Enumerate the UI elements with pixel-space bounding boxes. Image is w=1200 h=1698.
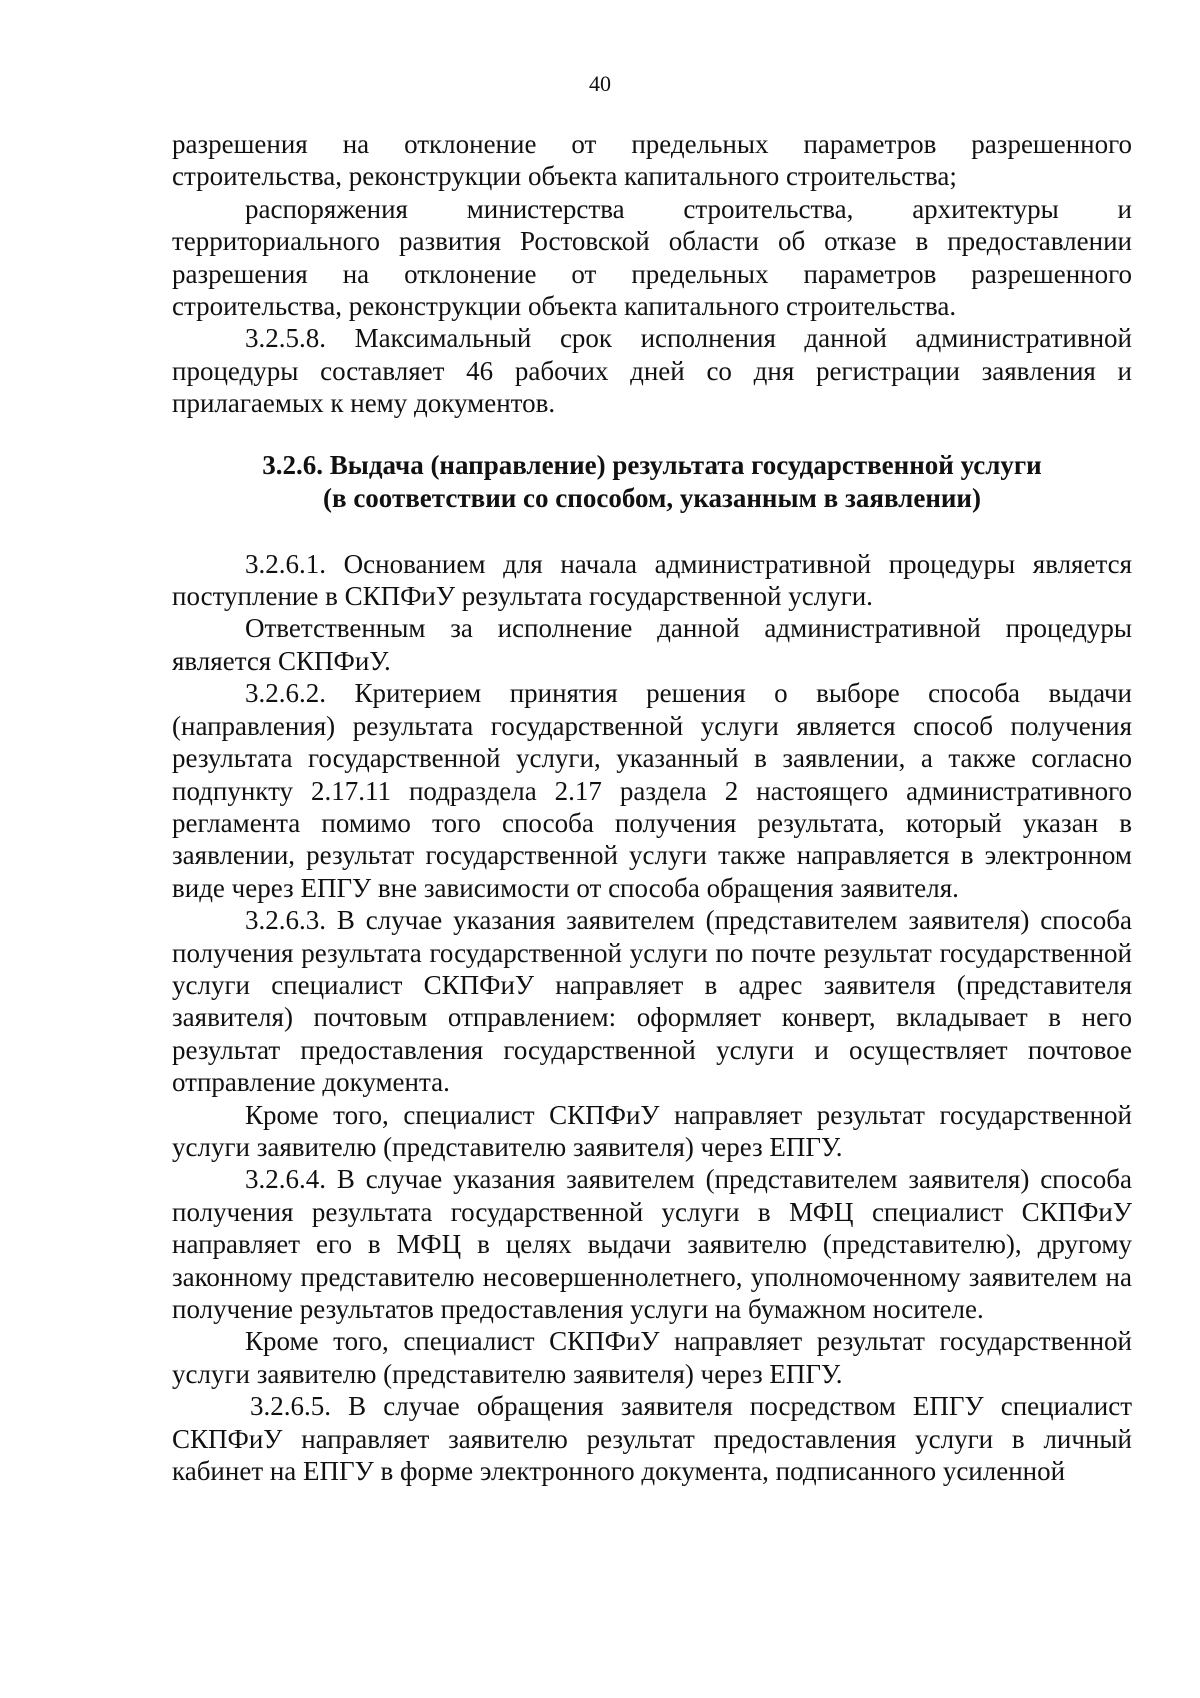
document-body (172, 128, 1132, 1487)
paragraph-3-2-6-1: 3.2.6.1. Основанием для начала административной процедуры является поступление в СКПФиУ результата государственной услуги. (172, 548, 1132, 612)
paragraph-epgu-note-2: Кроме того, специалист СКПФиУ направляет результат государственной услуги заявителю (представителю заявителя) через ЕПГУ. (172, 1326, 1132, 1389)
paragraph-ministry-order: распоряжения министерства строительства, архитектуры и территориального развития Ростовской области об отказе в предоставлении разрешения на отклонение от предельных параметров разрешенного строительства, реконструкции объекта капитального строительства. (172, 193, 1132, 322)
page-number: 40 (589, 71, 611, 96)
paragraph-3-2-6-5: 3.2.6.5. В случае обращения заявителя посредством ЕПГУ специалист СКПФиУ направляет заявителю результат предоставления услуги в личный кабинет на ЕПГУ в форме электронного документа, подписанного усиленной (172, 1391, 1132, 1487)
paragraph-epgu-note-1: Кроме того, специалист СКПФиУ направляет результат государственной услуги заявителю (представителю заявителя) через ЕПГУ. (172, 1099, 1132, 1162)
section-heading-3-2-6 (172, 449, 1132, 515)
paragraph-responsible: Ответственным за исполнение данной административной процедуры является СКПФиУ. (172, 613, 1132, 676)
paragraph-3-2-6-4: 3.2.6.4. В случае указания заявителем (представителем заявителя) способа получения результата государственной услуги в МФЦ специалист СКПФиУ направляет его в МФЦ в целях выдачи заявителю (представителю), другому законному представителю несовершеннолетнего, уполномоченному заявителем на получение результатов предоставления услуги на бумажном носителе. (172, 1164, 1132, 1324)
paragraph-3-2-6-3: 3.2.6.3. В случае указания заявителем (представителем заявителя) способа получения результата государственной услуги по почте результат государственной услуги специалист СКПФиУ направляет в адрес заявителя (представителя заявителя) почтовым отправлением: оформляет конверт, вкладывает в него результат предоставления государственной услуги и осуществляет почтовое отправление документа. (172, 905, 1132, 1098)
section-heading-line-2: (в соответствии со способом, указанным в заявлении) (323, 482, 981, 513)
paragraph-3-2-5-8: 3.2.5.8. Максимальный срок исполнения данной административной процедуры составляет 46 рабочих дней со дня регистрации заявления и прилагаемых к нему документов. (172, 323, 1132, 419)
section-heading-line-1: 3.2.6. Выдача (направление) результата государственной услуги (262, 449, 1042, 480)
paragraph-3-2-6-2: 3.2.6.2. Критерием принятия решения о выборе способа выдачи (направления) результата государственной услуги является способ получения результата государственной услуги, указанный в заявлении, а также согласно подпункту 2.17.11 подраздела 2.17 раздела 2 настоящего административного регламента помимо того способа получения результата, который указан в заявлении, результат государственной услуги также направляется в электронном виде через ЕПГУ вне зависимости от способа обращения заявителя. (172, 678, 1132, 903)
paragraph-permission-continuation: разрешения на отклонение от предельных параметров разрешенного строительства, реконструкции объекта капитального строительства; (172, 129, 1132, 192)
